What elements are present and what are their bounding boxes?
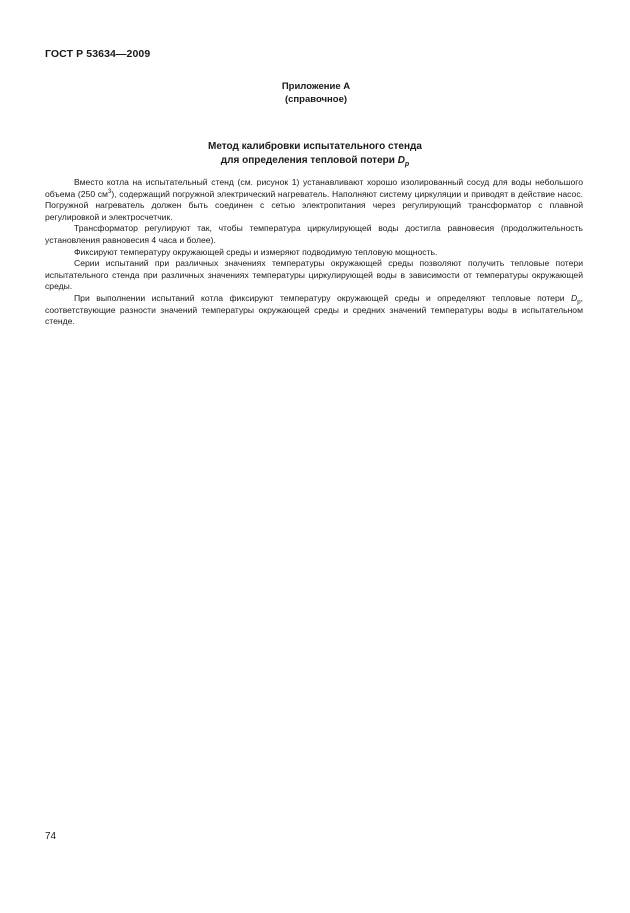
appendix-heading xyxy=(0,80,630,106)
paragraph-5-subscript: р xyxy=(577,299,581,306)
page-number: 74 xyxy=(45,831,57,842)
paragraph-1-superscript: 3 xyxy=(107,188,112,195)
appendix-type: (справочное) xyxy=(284,94,348,105)
title-subscript: р xyxy=(404,161,410,168)
paragraph-1-text-a: Вместо котла на испытательный стенд (см. рисунок 1) устанавливают хорошо изолированный сосуд для воды небольшого объема (250 см xyxy=(45,177,583,199)
title-symbol: D xyxy=(397,155,405,166)
paragraph-5-symbol: D xyxy=(571,292,578,303)
title-line-1: Метод калибровки испытательного стенда xyxy=(208,141,422,152)
paragraph-5 xyxy=(45,293,583,328)
paragraph-5-text-a: При выполнении испытаний котла фиксируют температуру окружающей среды и определяют тепловые потери xyxy=(74,292,572,303)
title-line-2 xyxy=(0,154,630,172)
paragraph-4: Серии испытаний при различных значениях температуры окружающей среды позволяют получить тепловые потери испытательного стенда при различных значениях температуры циркулирующей воды в зависимости от температуры окружающей среды. xyxy=(45,258,583,292)
paragraph-1-text-b: ), содержащий погружной электрический нагреватель. Наполняют систему циркуляции и приводят в действие насос. Погружной нагреватель должен быть соединен с сетью электропитания через регулирующий трансформатор с плавной регулировкой и электросчетчик. xyxy=(45,188,584,222)
paragraph-2: Трансформатор регулируют так, чтобы температура циркулирующей воды достигла равновесия (продолжительность установления равновесия 4 часа и более). xyxy=(45,223,583,245)
paragraph-1 xyxy=(45,177,583,223)
paragraph-3: Фиксируют температуру окружающей среды и измеряют подводимую тепловую мощность. xyxy=(74,246,438,257)
document-header: ГОСТ Р 53634—2009 xyxy=(45,48,151,60)
title-line-2-text: для определения тепловой потери xyxy=(220,155,398,166)
appendix-label: Приложение А xyxy=(281,81,351,92)
section-title xyxy=(0,140,630,172)
body-text xyxy=(45,177,583,328)
paragraph-5-text-b: , соответствующие разности значений температуры окружающей среды и средних значений температуры воды в испытательном стенде. xyxy=(45,292,583,327)
